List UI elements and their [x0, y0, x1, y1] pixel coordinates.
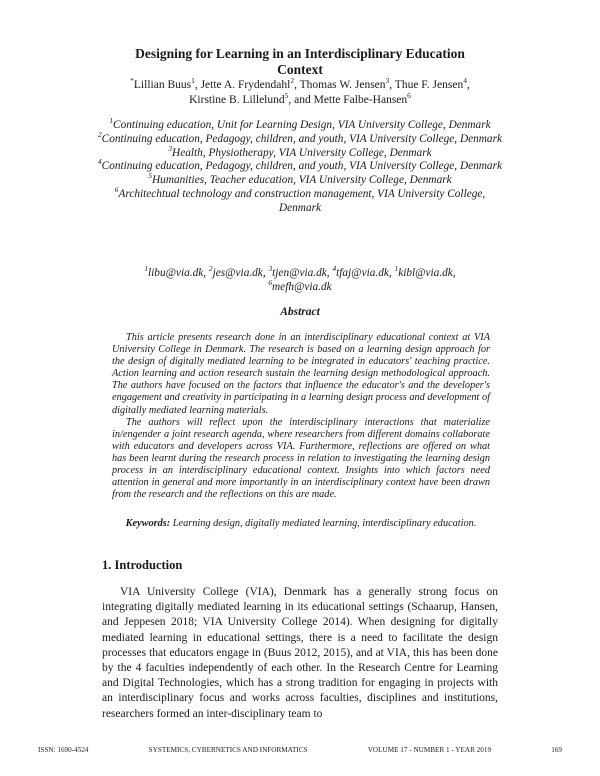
footer-page-number: 169 — [551, 746, 562, 754]
affiliation-sup: 6 — [114, 185, 119, 195]
affiliation-list — [95, 116, 505, 216]
footer-issn: ISSN: 1690-4524 — [38, 746, 89, 754]
abstract-paragraph: The authors will reflect upon the interdisciplinary interactions that materialize in/engender a joint research agenda, where researchers from different domains collaborate with educators and developers across VIA. Furthermore, reflections are offered on what has been learnt during the research process in relation to investigating the learning design process in an interdisciplinary educational context. Insights into which factors need attention in general and more importantly in an interdisciplinary context have been drawn from the research and the reflections on this are made. — [112, 416, 490, 501]
section-body — [102, 585, 498, 722]
affiliation — [95, 143, 505, 161]
email-sup: 1 — [144, 264, 149, 274]
email-sup: 4 — [332, 264, 337, 274]
author-sup: 3 — [385, 76, 390, 86]
corresponding-mark: * — [130, 76, 134, 86]
keywords — [112, 518, 490, 530]
email[interactable]: tjen@via.dk, — [272, 267, 333, 279]
email[interactable]: libu@via.dk, — [148, 267, 209, 279]
author-name: Kirstine B. Lillelund — [189, 94, 285, 106]
author-sup: 4 — [463, 76, 467, 86]
affiliation-sup: 1 — [109, 116, 114, 126]
paper-title — [0, 46, 600, 78]
affiliation-text: Continuing education, Unit for Learning Design, VIA University College, Denmark — [113, 119, 491, 131]
abstract-body — [112, 332, 490, 501]
author-name: Lillian Buus — [133, 79, 192, 91]
affiliation-sup: 2 — [97, 130, 102, 140]
affiliation-sup: 3 — [168, 143, 173, 153]
keywords-label: Keywords: — [125, 518, 171, 529]
affiliation — [95, 116, 505, 133]
affiliation-sup: 5 — [148, 171, 153, 181]
affiliation — [95, 185, 505, 216]
affiliation-text: Architechtual technology and construction management, VIA University College, Denmark — [118, 187, 486, 214]
email[interactable]: jes@via.dk, — [212, 267, 269, 279]
author-line-2 — [80, 93, 520, 108]
title-line-1: Designing for Learning in an Interdisciplinary Education — [135, 46, 465, 61]
affiliation-text: Health, Physiotherapy, VIA University College, Denmark — [172, 146, 432, 159]
affiliation-sup: 4 — [97, 157, 102, 167]
email-sup: 3 — [268, 264, 273, 274]
email[interactable]: mefh@via.dk — [272, 281, 332, 293]
affiliation — [95, 157, 505, 174]
body-paragraph: VIA University College (VIA), Denmark has a generally strong focus on integrating digitally mediated learning in its educational settings (Schaarup, Hansen, and Jeppesen 2018; VIA University College 2014). When designing for digitally mediated learning in educational settings, there is a need to facilitate the design processes that educators engage in (Buus 2012, 2015), and at VIA, this has been done by the 4 faculties independently of each other. In the Research Centre for Learning and Digital Technologies, which has a strong tradition for engaging in projects with an interdisciplinary focus and works across faculties, disciplines and institutions, researchers formed an inter-disciplinary team to — [102, 586, 498, 720]
abstract-paragraph: This article presents research done in an interdisciplinary educational context at VIA University College in Denmark. The research is based on a learning design approach for the design of digitally mediated learning to be integrated in educators' teaching practice. Action learning and action research sustain the learning design methodological approach. The authors have focused on the factors that influence the educator's and the developer's engagement and creativity in participating in a learning design process and development of digitally mediated learning materials. — [112, 332, 490, 416]
author-name: , Thue F. Jensen — [389, 79, 464, 91]
author-sup: 1 — [191, 76, 195, 86]
keywords-text: Learning design, digitally mediated learning, interdisciplinary education. — [170, 518, 477, 529]
affiliation — [95, 130, 505, 147]
title-line-2: Context — [277, 62, 323, 77]
author-sup: 6 — [407, 91, 411, 101]
section-heading: 1. Introduction — [102, 558, 183, 572]
author-sup: 5 — [284, 91, 289, 101]
affiliation — [95, 171, 505, 188]
abstract-heading: Abstract — [280, 306, 320, 318]
footer-journal: SYSTEMICS, CYBERNETICS AND INFORMATICS — [148, 746, 308, 754]
email-list — [110, 266, 490, 294]
affiliation-text: Continuing education, Pedagogy, children, and youth, VIA University College, Denmark — [101, 160, 502, 173]
email[interactable]: kibl@via.dk, — [398, 267, 456, 279]
affiliation-text: Humanities, Teacher education, VIA University College, Denmark — [152, 174, 452, 187]
author-sup: 2 — [290, 76, 295, 86]
author-line-1: *Lillian Buus$^1$, Jette A. Frydendahl$^2$, Thomas W. Jensen$^3$, Thue F. Jensen$^4$, — [130, 76, 470, 91]
email-sup: 6 — [268, 278, 273, 288]
author-list — [80, 78, 520, 108]
author-name: , Thomas W. Jensen — [294, 79, 386, 91]
email-sup: 2 — [208, 264, 213, 274]
affiliation-text: Continuing education, Pedagogy, children, and youth, VIA University College, Denmark — [101, 132, 502, 145]
footer-volume: VOLUME 17 - NUMBER 1 - YEAR 2019 — [367, 746, 492, 754]
email-sup: 1 — [394, 264, 399, 274]
author-name: , and Mette Falbe-Hansen — [288, 94, 408, 106]
email[interactable]: tfaj@via.dk, — [336, 267, 395, 279]
author-name: , Jette A. Frydendahl — [194, 79, 291, 91]
page-footer — [38, 746, 562, 754]
